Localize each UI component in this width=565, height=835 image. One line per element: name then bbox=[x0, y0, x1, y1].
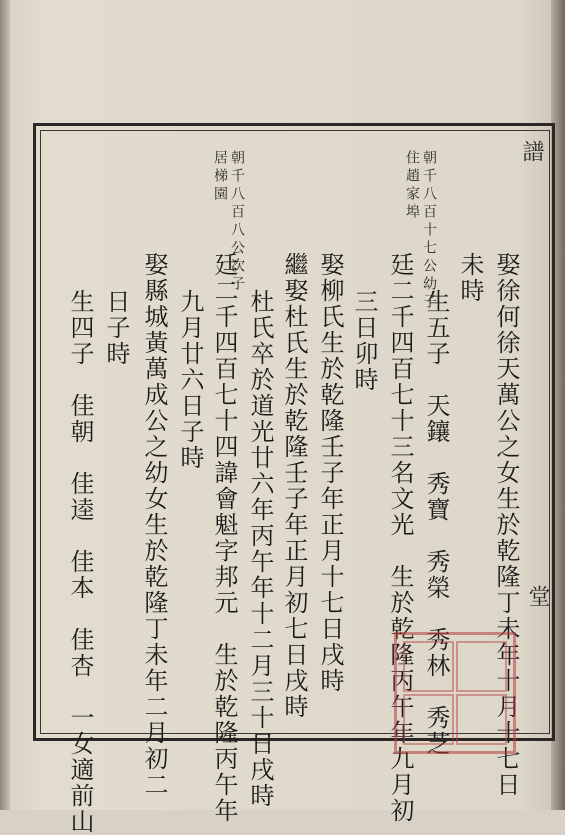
text-column: 娶縣城黃萬成公之幼女生於乾隆丁未年二月初二 bbox=[140, 252, 168, 798]
page-title: 譜 bbox=[519, 140, 544, 164]
page-bottom-margin bbox=[33, 741, 555, 810]
seal-quadrant bbox=[403, 641, 454, 692]
text-column: 廷二千四百七十三名文光 生於乾隆丙午年九月初 bbox=[386, 252, 414, 824]
seal-stamp bbox=[394, 632, 516, 754]
text-column: 九月廿六日子時 bbox=[176, 289, 204, 471]
note-column: 朝千八百十七公幼子 bbox=[421, 150, 437, 312]
text-column: 娶柳氏生於乾隆壬子年正月十七日戌時 bbox=[316, 252, 344, 694]
text-column: 繼娶杜氏生於乾隆壬子年正月初七日戌時 bbox=[280, 252, 308, 720]
text-column: 未時 bbox=[456, 252, 484, 304]
seal-quadrant bbox=[456, 694, 507, 745]
text-column: 三日卯時 bbox=[350, 289, 378, 393]
text-column: 娶徐何徐天萬公之女生於乾隆丁未年十月十七日 bbox=[492, 252, 520, 798]
text-column: 日子時 bbox=[102, 289, 130, 367]
hall-name: 堂 bbox=[525, 585, 550, 609]
seal-quadrant bbox=[456, 641, 507, 692]
text-column: 杜氏卒於道光廿六年丙午年十二月三十日戌時 bbox=[246, 289, 274, 809]
note-column: 朝千八百八公次子 bbox=[229, 150, 245, 294]
page-gutter bbox=[0, 0, 10, 810]
seal-quadrant bbox=[403, 694, 454, 745]
note-column: 居梯園 bbox=[212, 150, 228, 204]
text-column: 生四子 佳朝 佳逵 佳本 佳杏 一女適前山 bbox=[66, 289, 94, 835]
text-column: 生五子 天鑲 秀寶 秀榮 秀林 秀芝 bbox=[422, 289, 450, 757]
note-column: 住趙家埠 bbox=[404, 150, 420, 222]
text-column: 廷二千四百七十四諱會魁字邦元 生於乾隆丙午年 bbox=[210, 252, 238, 824]
